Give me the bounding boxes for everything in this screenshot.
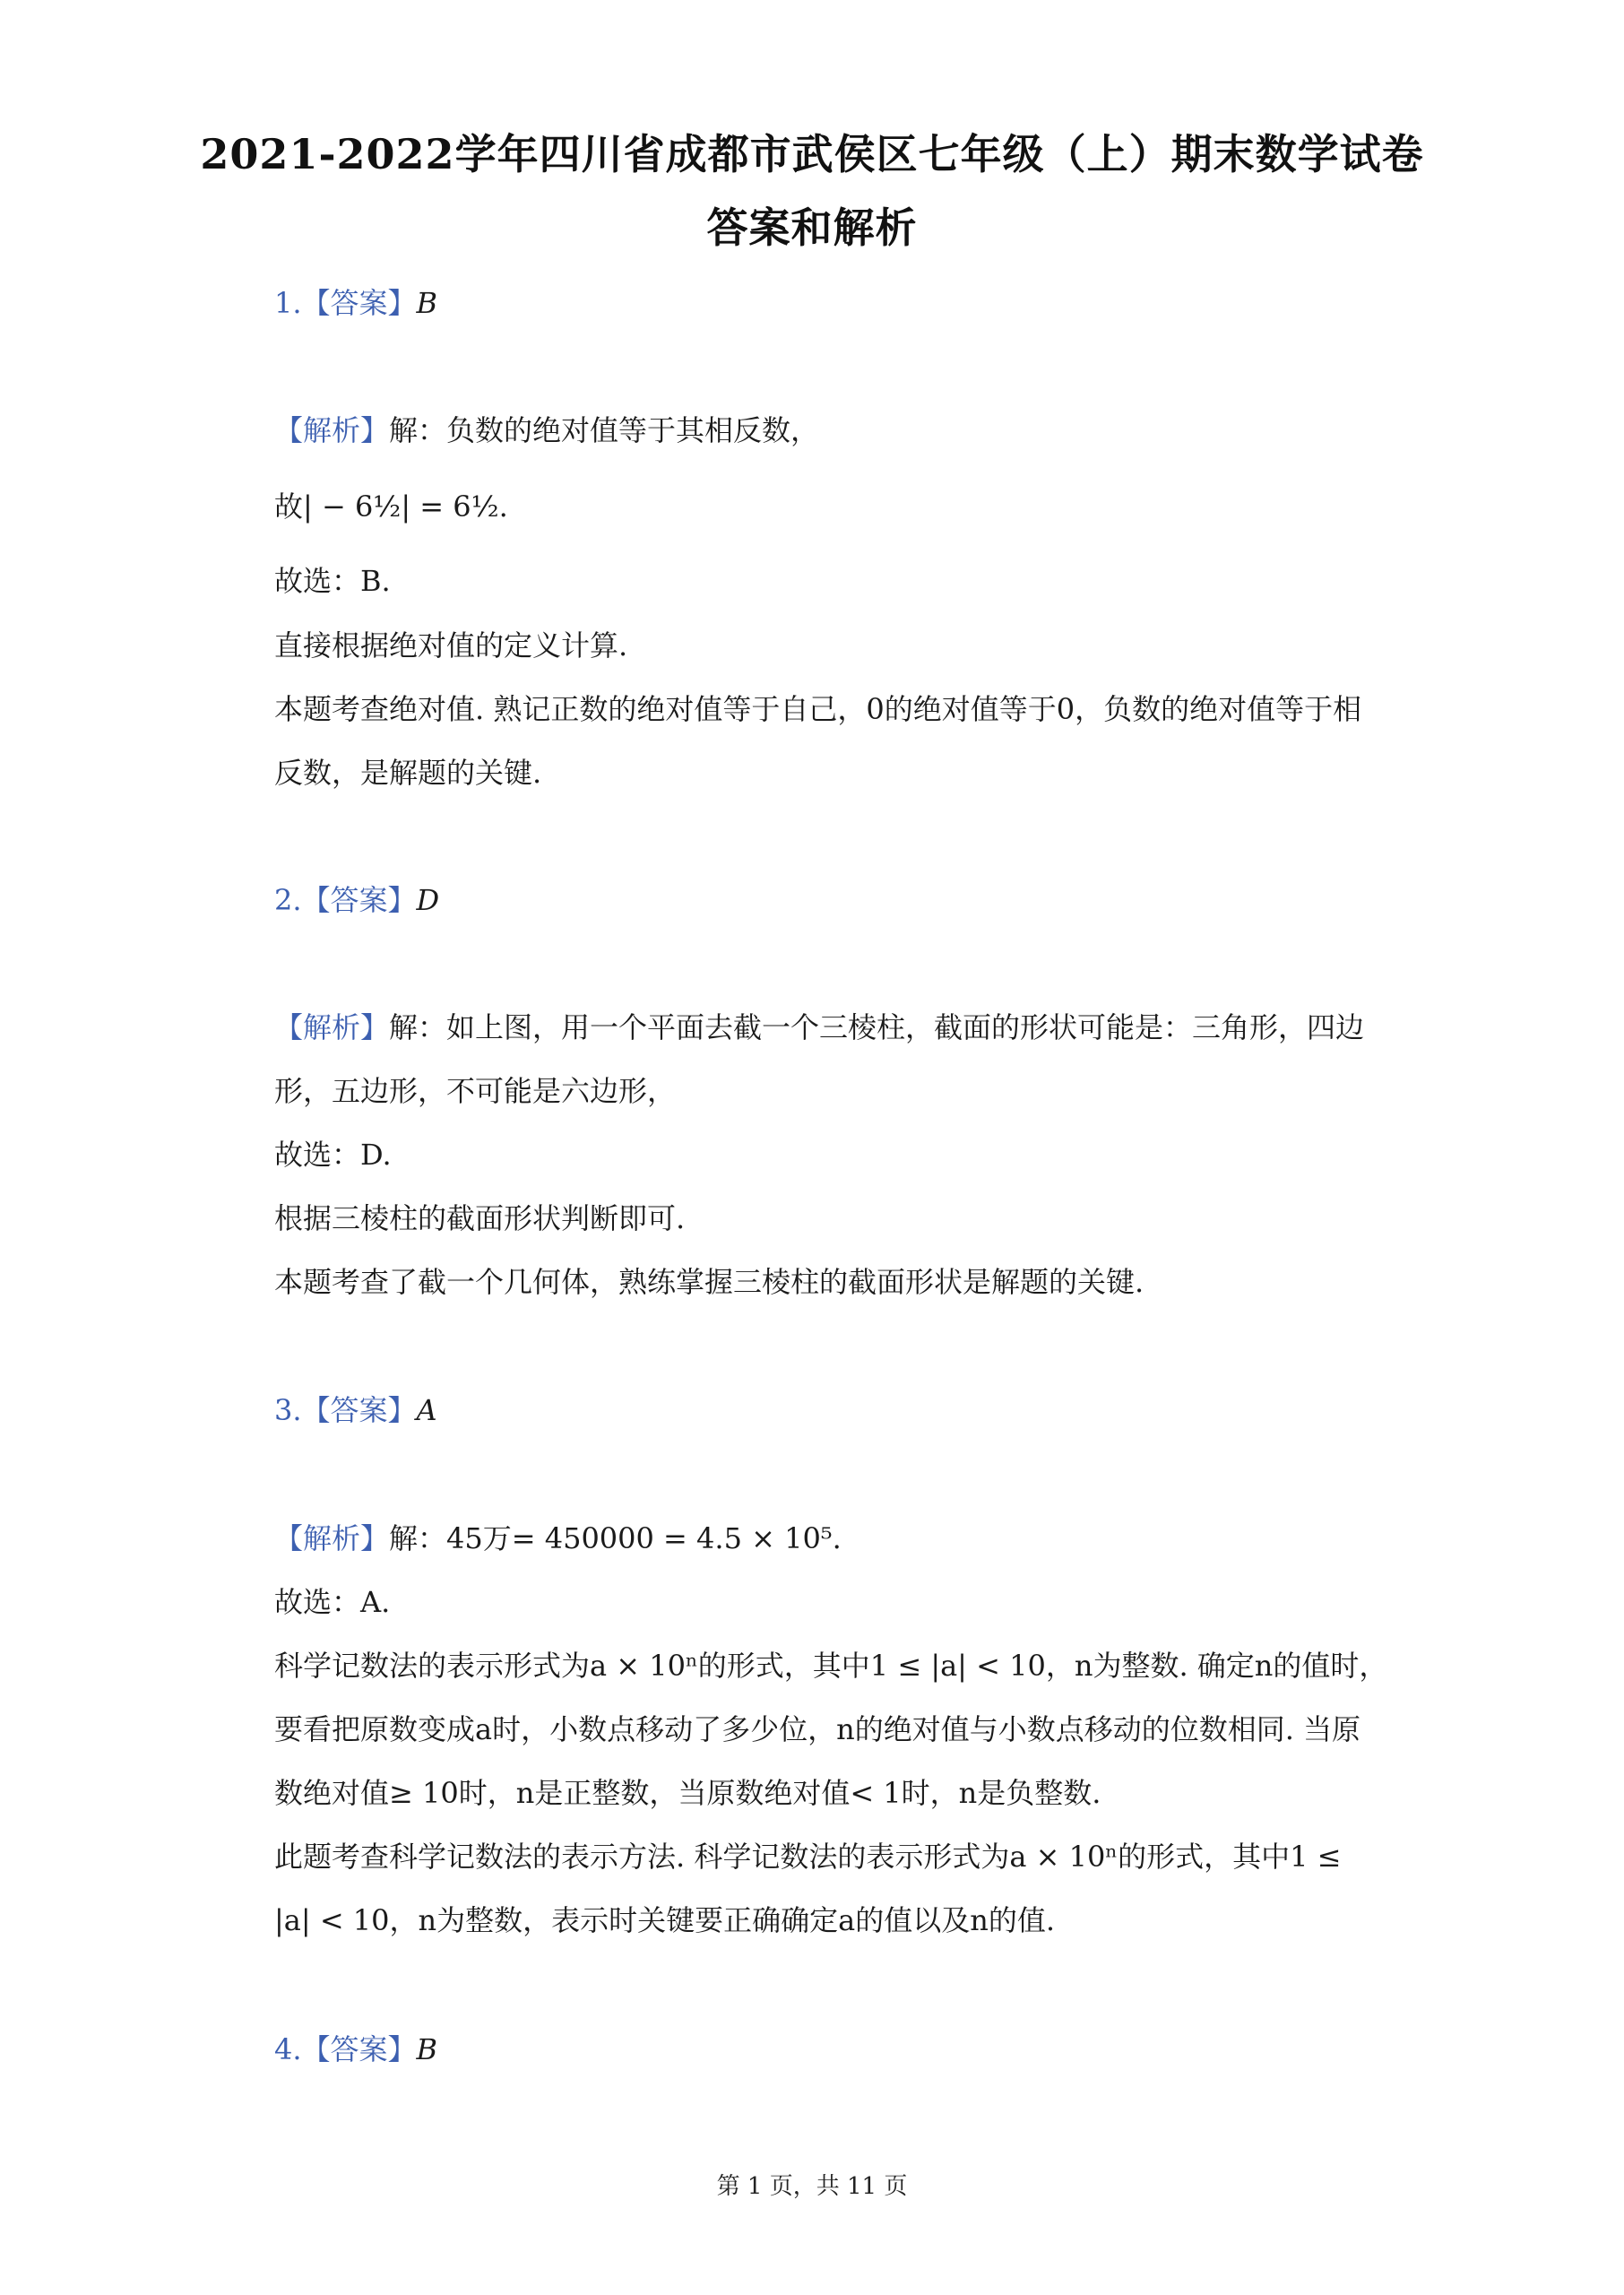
q1-analysis-line-5: 本题考查绝对值. 熟记正数的绝对值等于自己，0的绝对值等于0，负数的绝对值等于相 xyxy=(274,692,1362,726)
q2-text: 解：如上图，用一个平面去截一个三棱柱，截面的形状可能是：三角形，四边 xyxy=(389,1010,1365,1044)
q3-text: 解：45万= 450000 = 4.5 × 10⁵. xyxy=(389,1521,842,1555)
q2-analysis-line-5: 本题考查了截一个几何体，熟练掌握三棱柱的截面形状是解题的关键. xyxy=(274,1265,1145,1299)
document-title: 2021-2022学年四川省成都市武侯区七年级（上）期末数学试卷 xyxy=(200,130,1424,178)
q3-answer-letter: A xyxy=(416,1393,437,1427)
q1-analysis-line-2: 故| − 6½| = 6½. xyxy=(274,489,508,524)
q2-analysis-line-1 xyxy=(274,1009,1364,1045)
q2-analysis-line-4: 根据三棱柱的截面形状判断即可. xyxy=(274,1201,686,1235)
q3-analysis-line-4: 要看把原数变成a时，小数点移动了多少位，n的绝对值与小数点移动的位数相同. 当原 xyxy=(274,1712,1361,1746)
q1-answer-letter: B xyxy=(416,286,438,320)
q3-analysis-line-1 xyxy=(274,1520,842,1556)
q1-analysis-line-4: 直接根据绝对值的定义计算. xyxy=(274,628,628,663)
analysis-tag: 【解析】 xyxy=(274,1521,390,1555)
analysis-tag: 【解析】 xyxy=(274,413,390,447)
q4-number: 4. xyxy=(274,2032,302,2066)
q1-analysis-line-6: 反数，是解题的关键. xyxy=(274,756,542,790)
answer-tag: 【答案】 xyxy=(301,883,417,917)
q1-analysis-line-3: 故选：B. xyxy=(274,564,391,598)
document-subtitle: 答案和解析 xyxy=(706,204,918,252)
q4-answer-letter: B xyxy=(416,2032,438,2066)
analysis-tag: 【解析】 xyxy=(274,1010,390,1044)
q1-answer xyxy=(274,285,437,321)
answer-tag: 【答案】 xyxy=(301,286,417,320)
q2-analysis-line-3: 故选：D. xyxy=(274,1138,392,1172)
q2-answer-letter: D xyxy=(416,883,440,917)
answer-tag: 【答案】 xyxy=(301,2032,417,2066)
page-footer: 第 1 页，共 11 页 xyxy=(716,2173,908,2200)
answer-tag: 【答案】 xyxy=(301,1393,417,1427)
q1-number: 1. xyxy=(274,286,302,320)
q3-analysis-line-5: 数绝对值≥ 10时，n是正整数，当原数绝对值< 1时，n是负整数. xyxy=(274,1776,1101,1810)
q3-number: 3. xyxy=(274,1393,302,1427)
q4-answer xyxy=(274,2031,437,2067)
q3-answer xyxy=(274,1392,437,1428)
q3-analysis-line-7: |a| < 10，n为整数，表示时关键要正确确定a的值以及n的值. xyxy=(274,1903,1055,1937)
q1-analysis-line-1 xyxy=(274,412,819,448)
q2-answer xyxy=(274,882,439,918)
q1-text: 解：负数的绝对值等于其相反数， xyxy=(389,413,820,447)
q3-analysis-line-2: 故选：A. xyxy=(274,1585,391,1619)
q2-analysis-line-2: 形，五边形，不可能是六边形， xyxy=(274,1074,677,1108)
q3-analysis-line-3: 科学记数法的表示形式为a × 10ⁿ的形式，其中1 ≤ |a| < 10，n为整数. 确定n的值时， xyxy=(274,1649,1388,1683)
q2-number: 2. xyxy=(274,883,302,917)
q3-analysis-line-6: 此题考查科学记数法的表示方法. 科学记数法的表示形式为a × 10ⁿ的形式，其中1 ≤ xyxy=(274,1840,1342,1874)
